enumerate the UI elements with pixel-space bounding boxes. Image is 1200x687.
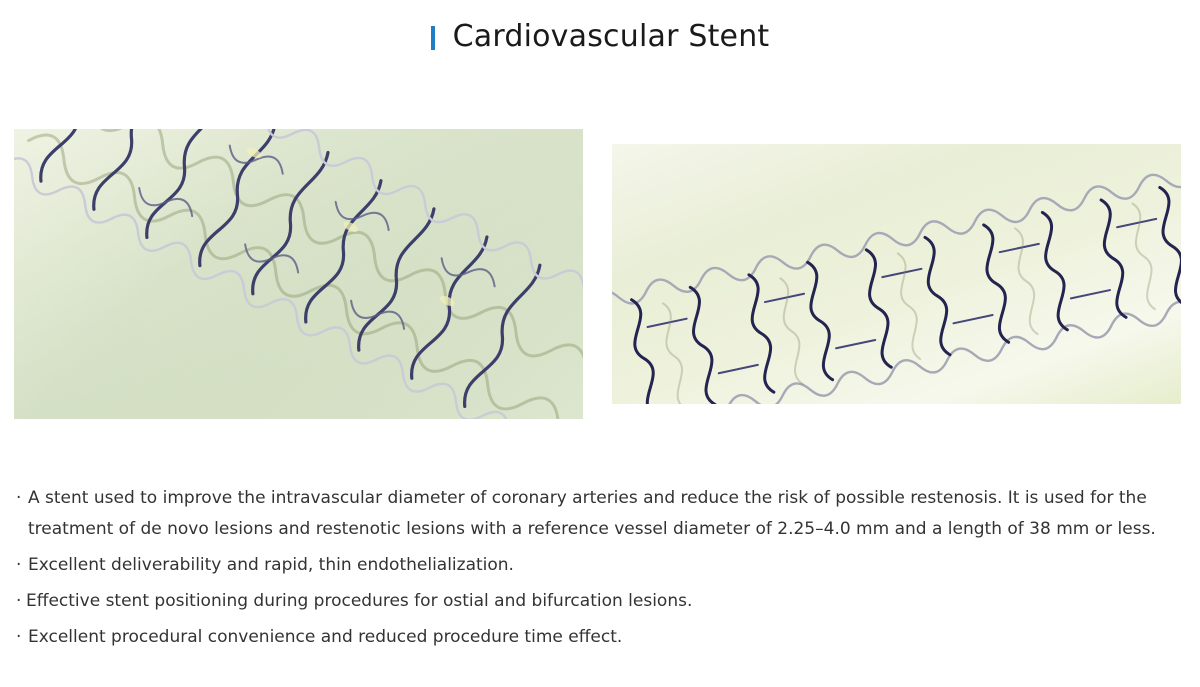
bullet-dot: · — [16, 591, 22, 611]
feature-text: Effective stent positioning during procedures for ostial and bifurcation lesions. — [26, 591, 693, 611]
title-accent-bar — [431, 26, 435, 50]
feature-list — [16, 483, 1186, 658]
bullet-dot: · — [16, 555, 22, 575]
bullet-dot: · — [16, 488, 22, 508]
stent-photo-side — [612, 144, 1181, 404]
list-item — [16, 622, 1186, 653]
feature-text: Excellent deliverability and rapid, thin endothelialization. — [28, 555, 514, 575]
list-item — [16, 586, 1186, 617]
list-item — [16, 483, 1186, 545]
bullet-dot: · — [16, 627, 22, 647]
page-title-text: Cardiovascular Stent — [452, 19, 770, 54]
feature-text: Excellent procedural convenience and reduced procedure time effect. — [28, 627, 623, 647]
page-title — [431, 18, 770, 56]
list-item — [16, 550, 1186, 581]
stent-photo-angled — [14, 129, 583, 419]
header — [0, 18, 1200, 56]
feature-text: A stent used to improve the intravascular diameter of coronary arteries and reduce the risk of possible restenosis. It is used for the treatment of de novo lesions and restenotic lesions with a reference vessel diameter of 2.25–4.0 mm and a length of 38 mm or less. — [28, 488, 1156, 539]
stent-illustration-side — [612, 144, 1181, 404]
stent-illustration-angled — [14, 129, 583, 419]
